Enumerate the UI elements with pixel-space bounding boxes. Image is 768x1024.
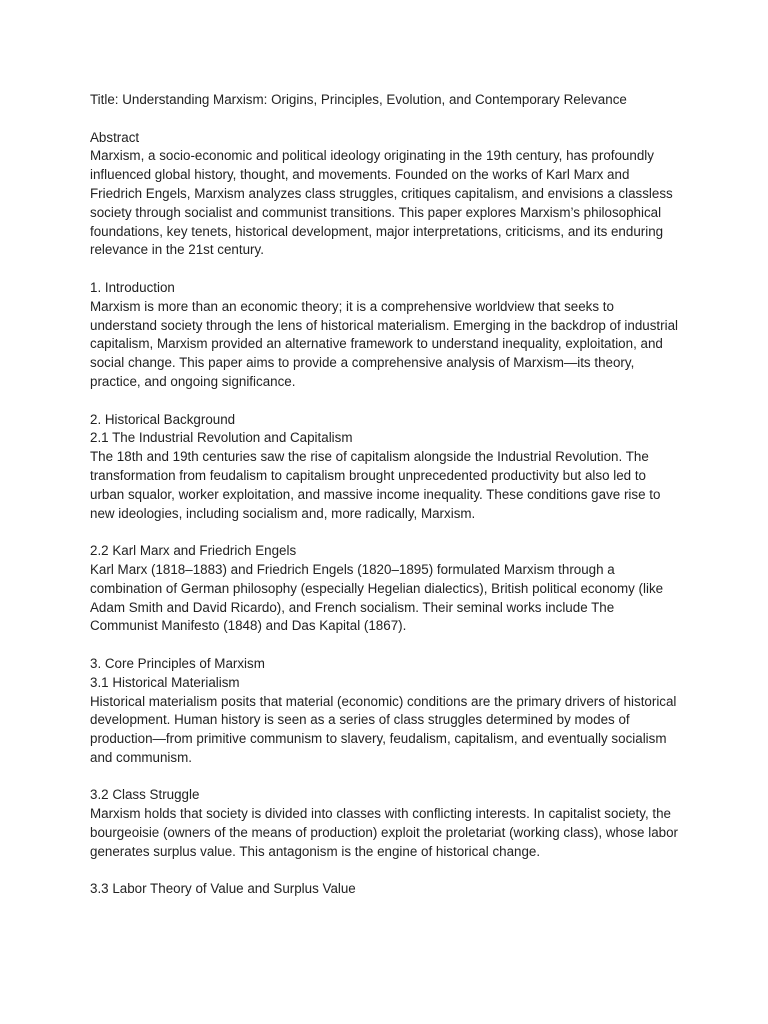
class-struggle-heading: 3.2 Class Struggle <box>90 787 200 803</box>
historical-materialism-heading: 3.1 Historical Materialism <box>90 674 240 690</box>
abstract-body: Marxism, a socio-economic and political ideology originating in the 19th century, has profoundly influenced global history, thought, and movements. Founded on the works of Karl Marx and Friedrich Engels, Marxism analyzes class struggles, critiques capitalism, and envisions a classless society through socialist and communist transitions. This paper explores Marxism’s philosophical foundations, key tenets, historical development, major interpretations, criticisms, and its enduring relevance in the 21st century. <box>90 148 677 258</box>
document-title-block <box>90 91 680 110</box>
labor-theory-heading: 3.3 Labor Theory of Value and Surplus Value <box>90 881 356 897</box>
document-page <box>90 91 680 899</box>
class-struggle-body: Marxism holds that society is divided into classes with conflicting interests. In capitalist society, the bourgeoisie (owners of the means of production) exploit the proletariat (working class), whose labor generates surplus value. This antagonism is the engine of historical change. <box>90 806 682 859</box>
historical-background-heading: 2. Historical Background <box>90 411 236 427</box>
document-title: Title: Understanding Marxism: Origins, Principles, Evolution, and Contemporary Relevance <box>90 92 627 107</box>
labor-theory-section <box>90 880 680 899</box>
industrial-revolution-body: The 18th and 19th centuries saw the rise of capitalism alongside the Industrial Revolution. The transformation from feudalism to capitalism brought unprecedented productivity but also led to urban squalor, worker exploitation, and massive income inequality. These conditions gave rise to new ideologies, including socialism and, more radically, Marxism. <box>90 449 665 521</box>
abstract-heading: Abstract <box>90 129 140 145</box>
introduction-section <box>90 279 680 392</box>
core-principles-section <box>90 655 680 768</box>
introduction-heading: 1. Introduction <box>90 279 175 295</box>
class-struggle-section <box>90 786 680 861</box>
historical-background-section <box>90 411 680 524</box>
marx-engels-body: Karl Marx (1818–1883) and Friedrich Engels (1820–1895) formulated Marxism through a combination of German philosophy (especially Hegelian dialectics), British political economy (like Adam Smith and David Ricardo), and French socialism. Their seminal works include The Communist Manifesto (1848) and Das Kapital (1867). <box>90 561 667 634</box>
introduction-body: Marxism is more than an economic theory; it is a comprehensive worldview that seeks to understand society through the lens of historical materialism. Emerging in the backdrop of industrial capitalism, Marxism provided an alternative framework to understand inequality, exploitation, and social change. This paper aims to provide a comprehensive analysis of Marxism—its theory, practice, and ongoing significance. <box>90 298 682 389</box>
marx-engels-heading: 2.2 Karl Marx and Friedrich Engels <box>90 543 297 559</box>
historical-materialism-body: Historical materialism posits that material (economic) conditions are the primary drivers of historical development. Human history is seen as a series of class struggles determined by modes of production—from primitive communism to slavery, feudalism, capitalism, and eventually socialism and communism. <box>90 693 681 765</box>
marx-engels-section <box>90 542 680 636</box>
industrial-revolution-heading: 2.1 The Industrial Revolution and Capitalism <box>90 430 353 446</box>
core-principles-heading: 3. Core Principles of Marxism <box>90 655 265 671</box>
abstract-section <box>90 129 680 261</box>
